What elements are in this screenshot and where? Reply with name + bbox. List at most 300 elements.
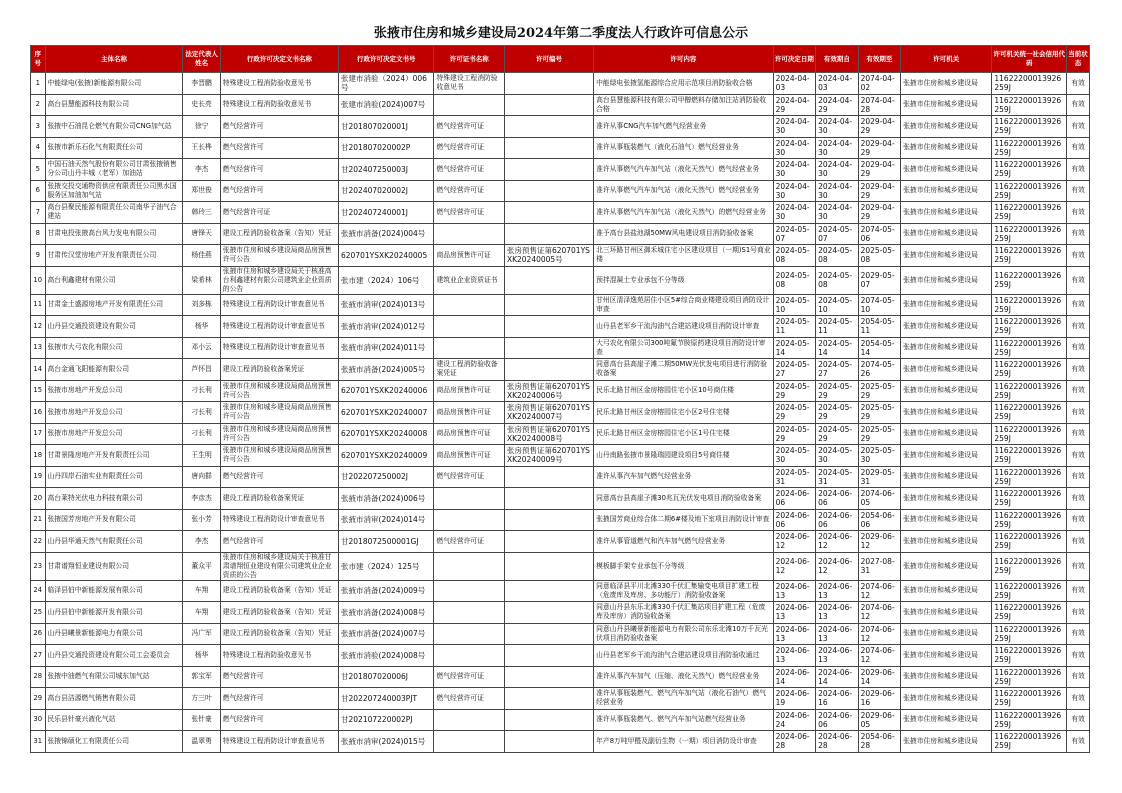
cell-doc-name: 建设工程消防验收备案（告知）凭证 <box>220 623 338 645</box>
cell-cert-name <box>434 552 505 580</box>
cell-status: 有效 <box>1067 402 1090 424</box>
cell-cert-name <box>434 94 505 116</box>
cell-index: 20 <box>31 488 46 510</box>
col-header-status: 当前状态 <box>1067 46 1090 73</box>
cell-entity: 高台利鑫建材有限公司 <box>45 266 183 294</box>
cell-valid-to: 2054-06-28 <box>858 731 901 753</box>
cell-index: 31 <box>31 731 46 753</box>
cell-content: 年产8万吨甲醛及副衍生物（一期）项目消防设计审查 <box>594 731 773 753</box>
cell-doc-name: 特殊建设工程消防设计审查意见书 <box>220 294 338 316</box>
cell-doc-name: 建设工程消防验收备案（告知）凭证 <box>220 602 338 624</box>
cell-valid-from: 2024-04-30 <box>816 137 859 159</box>
table-row <box>31 688 1090 710</box>
cell-doc-name: 张掖市住房和城乡建设局商品房预售许可公告 <box>220 423 338 445</box>
cell-doc-number: 甘201807020002P <box>339 137 434 159</box>
cell-valid-to: 2025-05-30 <box>858 445 901 467</box>
cell-index: 12 <box>31 316 46 338</box>
cell-cert-name: 特殊建设工程消防验收意见书 <box>434 73 505 95</box>
col-header-license-number: 许可编号 <box>504 46 593 73</box>
cell-valid-to: 2027-08-31 <box>858 552 901 580</box>
cell-cert-name <box>434 223 505 245</box>
cell-authority: 张掖市住房和城乡建设局 <box>901 731 992 753</box>
col-header-doc-number: 行政许可决定文书号 <box>339 46 434 73</box>
cell-license-number <box>504 359 593 381</box>
cell-license-number <box>504 509 593 531</box>
cell-valid-to: 2029-06-05 <box>858 709 901 731</box>
cell-credit-code: 11622200013926259J <box>992 202 1067 224</box>
cell-content: 民乐北路甘州区金房榕园住宅小区2号住宅楼 <box>594 402 773 424</box>
cell-entity: 山丹县交通投资建设有限公司 <box>45 316 183 338</box>
cell-authority: 张掖市住房和城乡建设局 <box>901 337 992 359</box>
cell-index: 26 <box>31 623 46 645</box>
cell-entity: 高台县聚民能源有限责任公司南华子油气合建站 <box>45 202 183 224</box>
table-row <box>31 116 1090 138</box>
cell-representative: 李彦杰 <box>183 488 220 510</box>
cell-decision-date: 2024-05-29 <box>773 380 816 402</box>
cell-credit-code: 11622200013926259J <box>992 623 1067 645</box>
cell-doc-number: 张掖市消备(2024)008号 <box>339 602 434 624</box>
cell-doc-number: 张市建（2024）106号 <box>339 266 434 294</box>
cell-authority: 张掖市住房和城乡建设局 <box>901 488 992 510</box>
cell-doc-name: 燃气经营许可 <box>220 137 338 159</box>
cell-decision-date: 2024-06-14 <box>773 666 816 688</box>
cell-decision-date: 2024-05-31 <box>773 466 816 488</box>
cell-authority: 张掖市住房和城乡建设局 <box>901 380 992 402</box>
cell-doc-number: 张掖市消备(2024)009号 <box>339 580 434 602</box>
col-header-authority: 许可机关 <box>901 46 992 73</box>
cell-credit-code: 11622200013926259J <box>992 666 1067 688</box>
cell-decision-date: 2024-06-24 <box>773 709 816 731</box>
cell-license-number <box>504 623 593 645</box>
cell-doc-name: 燃气经营许可 <box>220 159 338 181</box>
cell-status: 有效 <box>1067 709 1090 731</box>
cell-cert-name: 商品房预售许可证 <box>434 445 505 467</box>
cell-license-number <box>504 337 593 359</box>
cell-doc-number: 张掖市消备(2024)005号 <box>339 359 434 381</box>
table-header-row <box>31 46 1090 73</box>
cell-doc-number: 甘202207250002J <box>339 466 434 488</box>
cell-valid-from: 2024-04-30 <box>816 180 859 202</box>
cell-doc-number: 甘202407240001J <box>339 202 434 224</box>
cell-content: 高台县慧能源科技有限公司甲醇燃料存储加注站消防验收合格 <box>594 94 773 116</box>
cell-license-number <box>504 531 593 553</box>
cell-content: 准许从事燃气汽车加气站（液化天然气）燃气经营业务 <box>594 159 773 181</box>
cell-valid-from: 2024-05-14 <box>816 337 859 359</box>
cell-entity: 山丹县曦景新能源电力有限公司 <box>45 623 183 645</box>
cell-status: 有效 <box>1067 245 1090 267</box>
cell-decision-date: 2024-06-12 <box>773 552 816 580</box>
cell-decision-date: 2024-04-03 <box>773 73 816 95</box>
cell-credit-code: 11622200013926259J <box>992 731 1067 753</box>
cell-content: 张掖国芳商业综合体二期6#楼及地下室项目消防设计审查 <box>594 509 773 531</box>
cell-index: 5 <box>31 159 46 181</box>
cell-credit-code: 11622200013926259J <box>992 245 1067 267</box>
cell-valid-to: 2074-04-28 <box>858 94 901 116</box>
page-title: 张掖市住房和城乡建设局2024年第二季度法人行政许可信息公示 <box>373 26 749 41</box>
cell-index: 8 <box>31 223 46 245</box>
table-row <box>31 180 1090 202</box>
cell-representative: 杨华 <box>183 645 220 667</box>
cell-license-number <box>504 602 593 624</box>
cell-entity: 甘肃传汉堂房地产开发有限责任公司 <box>45 245 183 267</box>
col-header-valid-from: 有效期自 <box>816 46 859 73</box>
cell-credit-code: 11622200013926259J <box>992 645 1067 667</box>
cell-valid-from: 2024-04-30 <box>816 159 859 181</box>
cell-content: 准许从事瓶装燃气、燃气汽车加气站燃气经营业务 <box>594 709 773 731</box>
cell-representative: 方三叶 <box>183 688 220 710</box>
cell-status: 有效 <box>1067 137 1090 159</box>
cell-content: 中能绿电张掖氢能源综合应用示范项目消防验收合格 <box>594 73 773 95</box>
col-header-decision-date: 许可决定日期 <box>773 46 816 73</box>
cell-license-number <box>504 731 593 753</box>
cell-index: 22 <box>31 531 46 553</box>
cell-credit-code: 11622200013926259J <box>992 337 1067 359</box>
cell-entity: 高台县慧能源科技有限公司 <box>45 94 183 116</box>
table-row <box>31 159 1090 181</box>
cell-decision-date: 2024-04-30 <box>773 202 816 224</box>
cell-cert-name: 燃气经营许可证 <box>434 116 505 138</box>
cell-decision-date: 2024-06-06 <box>773 488 816 510</box>
cell-content: 预拌混凝土专业承包不分等级 <box>594 266 773 294</box>
table-row <box>31 580 1090 602</box>
cell-doc-name: 建设工程消防验收备案（告知）凭证 <box>220 580 338 602</box>
table-row <box>31 531 1090 553</box>
cell-doc-number: 张掖市消审(2024)015号 <box>339 731 434 753</box>
cell-credit-code: 11622200013926259J <box>992 531 1067 553</box>
cell-license-number <box>504 488 593 510</box>
cell-credit-code: 11622200013926259J <box>992 488 1067 510</box>
cell-status: 有效 <box>1067 466 1090 488</box>
cell-valid-from: 2024-06-06 <box>816 509 859 531</box>
cell-doc-name: 建设工程消防验收备案凭证 <box>220 488 338 510</box>
cell-doc-number: 620701YSXK20240006 <box>339 380 434 402</box>
cell-license-number <box>504 316 593 338</box>
cell-entity: 高台莱特光伏电力科技有限公司 <box>45 488 183 510</box>
cell-entity: 中能绿电(张掖)新能源有限公司 <box>45 73 183 95</box>
cell-valid-from: 2024-06-16 <box>816 688 859 710</box>
cell-doc-name: 张掖市住房和城乡建设局商品房预售许可公告 <box>220 402 338 424</box>
cell-cert-name <box>434 294 505 316</box>
cell-status: 有效 <box>1067 445 1090 467</box>
cell-authority: 张掖市住房和城乡建设局 <box>901 316 992 338</box>
col-header-valid-to: 有效期至 <box>858 46 901 73</box>
cell-status: 有效 <box>1067 223 1090 245</box>
cell-status: 有效 <box>1067 645 1090 667</box>
cell-entity: 山丹县交通投资建设有限公司工会委员会 <box>45 645 183 667</box>
cell-index: 24 <box>31 580 46 602</box>
cell-authority: 张掖市住房和城乡建设局 <box>901 531 992 553</box>
cell-content: 山丹南路张掖市景隆瑞园建设项目5号商住楼 <box>594 445 773 467</box>
cell-cert-name: 燃气经营许可证 <box>434 666 505 688</box>
cell-doc-name: 燃气经营许可 <box>220 666 338 688</box>
cell-doc-name: 燃气经营许可 <box>220 466 338 488</box>
table-row <box>31 623 1090 645</box>
cell-license-number <box>504 94 593 116</box>
cell-valid-from: 2024-06-06 <box>816 488 859 510</box>
table-row <box>31 202 1090 224</box>
cell-valid-from: 2024-05-27 <box>816 359 859 381</box>
cell-cert-name <box>434 509 505 531</box>
cell-decision-date: 2024-06-13 <box>773 580 816 602</box>
cell-content: 准许从事汽车加气燃气经营业务 <box>594 466 773 488</box>
cell-content: 准予高台县盐池湖50MW风电建设项目消防验收备案 <box>594 223 773 245</box>
cell-credit-code: 11622200013926259J <box>992 266 1067 294</box>
cell-credit-code: 11622200013926259J <box>992 73 1067 95</box>
cell-index: 3 <box>31 116 46 138</box>
cell-cert-name: 商品房预售许可证 <box>434 245 505 267</box>
cell-representative: 冯广军 <box>183 623 220 645</box>
cell-entity: 山丹县华通天然气有限责任公司 <box>45 531 183 553</box>
cell-status: 有效 <box>1067 94 1090 116</box>
cell-authority: 张掖市住房和城乡建设局 <box>901 202 992 224</box>
cell-license-number: 张房预售证第620701YSXK20240005号 <box>504 245 593 267</box>
cell-doc-number: 张市建（2024）125号 <box>339 552 434 580</box>
cell-status: 有效 <box>1067 488 1090 510</box>
cell-decision-date: 2024-04-30 <box>773 180 816 202</box>
table-row <box>31 316 1090 338</box>
cell-doc-number: 甘201807020006J <box>339 666 434 688</box>
cell-valid-to: 2074-06-12 <box>858 602 901 624</box>
cell-authority: 张掖市住房和城乡建设局 <box>901 602 992 624</box>
cell-authority: 张掖市住房和城乡建设局 <box>901 423 992 445</box>
cell-valid-to: 2074-05-06 <box>858 223 901 245</box>
cell-valid-from: 2024-05-10 <box>816 294 859 316</box>
cell-status: 有效 <box>1067 337 1090 359</box>
cell-cert-name <box>434 316 505 338</box>
cell-status: 有效 <box>1067 73 1090 95</box>
cell-status: 有效 <box>1067 316 1090 338</box>
cell-content: 准许从事汽车加气（压缩、液化天然气）燃气经营业务 <box>594 666 773 688</box>
cell-valid-to: 2074-06-12 <box>858 645 901 667</box>
cell-cert-name <box>434 709 505 731</box>
cell-valid-from: 2024-05-31 <box>816 466 859 488</box>
cell-index: 11 <box>31 294 46 316</box>
table-row <box>31 245 1090 267</box>
cell-license-number <box>504 688 593 710</box>
cell-valid-to: 2025-05-29 <box>858 380 901 402</box>
cell-status: 有效 <box>1067 552 1090 580</box>
cell-credit-code: 11622200013926259J <box>992 445 1067 467</box>
cell-representative: 杨华 <box>183 316 220 338</box>
cell-credit-code: 11622200013926259J <box>992 94 1067 116</box>
cell-representative: 唐向群 <box>183 466 220 488</box>
table-row <box>31 294 1090 316</box>
cell-index: 23 <box>31 552 46 580</box>
table-row <box>31 552 1090 580</box>
cell-cert-name: 燃气经营许可证 <box>434 531 505 553</box>
cell-doc-number: 张掖市消审(2024)014号 <box>339 509 434 531</box>
cell-index: 30 <box>31 709 46 731</box>
cell-authority: 张掖市住房和城乡建设局 <box>901 552 992 580</box>
cell-valid-from: 2024-05-08 <box>816 266 859 294</box>
cell-credit-code: 11622200013926259J <box>992 380 1067 402</box>
cell-valid-from: 2024-06-14 <box>816 666 859 688</box>
cell-license-number <box>504 709 593 731</box>
cell-credit-code: 11622200013926259J <box>992 294 1067 316</box>
cell-decision-date: 2024-05-29 <box>773 423 816 445</box>
cell-entity: 民乐县针豪兴液化气站 <box>45 709 183 731</box>
cell-decision-date: 2024-04-30 <box>773 137 816 159</box>
cell-representative: 芦怀昌 <box>183 359 220 381</box>
cell-entity: 张掖市新乐石化气有限责任公司 <box>45 137 183 159</box>
cell-authority: 张掖市住房和城乡建设局 <box>901 466 992 488</box>
cell-doc-number: 张掖市消备(2024)006号 <box>339 488 434 510</box>
cell-cert-name <box>434 337 505 359</box>
cell-valid-to: 2074-05-26 <box>858 359 901 381</box>
cell-entity: 山丹四岸石油实业有限责任公司 <box>45 466 183 488</box>
cell-status: 有效 <box>1067 202 1090 224</box>
cell-credit-code: 11622200013926259J <box>992 116 1067 138</box>
cell-license-number <box>504 73 593 95</box>
cell-authority: 张掖市住房和城乡建设局 <box>901 580 992 602</box>
cell-content: 同意高台县高崖子滩30兆瓦光伏发电项目消防验收备案 <box>594 488 773 510</box>
table-row <box>31 94 1090 116</box>
cell-decision-date: 2024-05-11 <box>773 316 816 338</box>
cell-doc-number: 张建市消验（2024）006号 <box>339 73 434 95</box>
cell-content: 准许从事CNG汽车加气燃气经营业务 <box>594 116 773 138</box>
cell-content: 北三环路甘州区御禾城住宅小区建设项目（一期)S1号商业楼 <box>594 245 773 267</box>
cell-content: 准许从事燃气汽车加气站（液化天然气）燃气经营业务 <box>594 180 773 202</box>
table-row <box>31 266 1090 294</box>
cell-doc-name: 特殊建设工程消防验收意见书 <box>220 645 338 667</box>
cell-valid-to: 2025-05-08 <box>858 245 901 267</box>
cell-valid-from: 2024-06-13 <box>816 623 859 645</box>
cell-valid-to: 2029-04-29 <box>858 137 901 159</box>
table-row <box>31 223 1090 245</box>
cell-authority: 张掖市住房和城乡建设局 <box>901 223 992 245</box>
cell-decision-date: 2024-05-29 <box>773 402 816 424</box>
cell-credit-code: 11622200013926259J <box>992 159 1067 181</box>
cell-content: 同意山丹县东乐北滩330千伏汇集站项目扩建工程（危废库及库房）消防验收备案 <box>594 602 773 624</box>
cell-authority: 张掖市住房和城乡建设局 <box>901 73 992 95</box>
cell-decision-date: 2024-04-30 <box>773 116 816 138</box>
cell-representative: 董众平 <box>183 552 220 580</box>
cell-index: 17 <box>31 423 46 445</box>
cell-doc-name: 特殊建设工程消防设计审查意见书 <box>220 509 338 531</box>
cell-decision-date: 2024-05-30 <box>773 445 816 467</box>
cell-representative: 王生明 <box>183 445 220 467</box>
cell-status: 有效 <box>1067 731 1090 753</box>
cell-credit-code: 11622200013926259J <box>992 359 1067 381</box>
cell-valid-to: 2029-04-29 <box>858 159 901 181</box>
cell-content: 甘州区清泽逸苑居住小区5#综合商业楼建设项目消防设计审查 <box>594 294 773 316</box>
cell-credit-code: 11622200013926259J <box>992 466 1067 488</box>
cell-doc-number: 甘202407250003J <box>339 159 434 181</box>
cell-representative: 车翔 <box>183 602 220 624</box>
cell-credit-code: 11622200013926259J <box>992 602 1067 624</box>
cell-doc-name: 特殊建设工程消防设计审查意见书 <box>220 731 338 753</box>
cell-doc-name: 燃气经营许可 <box>220 709 338 731</box>
cell-valid-to: 2054-05-11 <box>858 316 901 338</box>
cell-cert-name <box>434 488 505 510</box>
cell-valid-to: 2074-06-12 <box>858 623 901 645</box>
cell-cert-name: 商品房预售许可证 <box>434 380 505 402</box>
cell-doc-number: 张掖市消审(2024)012号 <box>339 316 434 338</box>
cell-doc-name: 特殊建设工程消防验收意见书 <box>220 73 338 95</box>
cell-content: 民乐北路甘州区金房榕园住宅小区1号住宅楼 <box>594 423 773 445</box>
cell-valid-from: 2024-05-29 <box>816 402 859 424</box>
cell-cert-name: 燃气经营许可证 <box>434 202 505 224</box>
cell-decision-date: 2024-06-28 <box>773 731 816 753</box>
cell-valid-from: 2024-06-13 <box>816 645 859 667</box>
cell-doc-number: 620701YSXK20240007 <box>339 402 434 424</box>
cell-license-number: 张房预售证第620701YSXK20240007号 <box>504 402 593 424</box>
cell-entity: 临泽县伯中新能源发展有限公司 <box>45 580 183 602</box>
cell-decision-date: 2024-06-06 <box>773 509 816 531</box>
cell-valid-from: 2024-04-29 <box>816 94 859 116</box>
cell-doc-number: 张建市消验(2024)007号 <box>339 94 434 116</box>
cell-cert-name: 燃气经营许可证 <box>434 159 505 181</box>
cell-status: 有效 <box>1067 602 1090 624</box>
table-row <box>31 445 1090 467</box>
cell-entity: 中国石油天然气股份有限公司甘肃张掖销售分公司山丹丰城（老军）加油站 <box>45 159 183 181</box>
cell-status: 有效 <box>1067 159 1090 181</box>
license-table <box>30 45 1090 753</box>
cell-authority: 张掖市住房和城乡建设局 <box>901 445 992 467</box>
cell-authority: 张掖市住房和城乡建设局 <box>901 645 992 667</box>
cell-doc-number: 620701YSXK20240005 <box>339 245 434 267</box>
cell-license-number <box>504 552 593 580</box>
cell-representative: 张针豪 <box>183 709 220 731</box>
cell-doc-name: 特殊建设工程消防验收意见书 <box>220 94 338 116</box>
cell-representative: 杨佳燕 <box>183 245 220 267</box>
cell-valid-from: 2024-06-06 <box>816 709 859 731</box>
cell-license-number <box>504 666 593 688</box>
cell-authority: 张掖市住房和城乡建设局 <box>901 180 992 202</box>
cell-cert-name: 商品房预售许可证 <box>434 402 505 424</box>
cell-cert-name: 建筑业企业资质证书 <box>434 266 505 294</box>
cell-cert-name: 建设工程消防验收备案凭证 <box>434 359 505 381</box>
cell-index: 19 <box>31 466 46 488</box>
cell-license-number <box>504 116 593 138</box>
cell-entity: 甘肃景隆房地产开发有限责任公司 <box>45 445 183 467</box>
cell-credit-code: 11622200013926259J <box>992 180 1067 202</box>
cell-valid-to: 2029-06-16 <box>858 688 901 710</box>
cell-authority: 张掖市住房和城乡建设局 <box>901 509 992 531</box>
cell-doc-name: 燃气经营许可 <box>220 688 338 710</box>
cell-authority: 张掖市住房和城乡建设局 <box>901 359 992 381</box>
cell-cert-name <box>434 602 505 624</box>
cell-index: 9 <box>31 245 46 267</box>
cell-status: 有效 <box>1067 423 1090 445</box>
col-header-representative: 法定代表人姓名 <box>183 46 220 73</box>
cell-doc-name: 燃气经营许可 <box>220 531 338 553</box>
cell-representative: 刘多栋 <box>183 294 220 316</box>
cell-credit-code: 11622200013926259J <box>992 223 1067 245</box>
cell-valid-from: 2024-05-29 <box>816 423 859 445</box>
cell-content: 准许从事瓶装燃气、燃气汽车加气站（液化石油气）燃气经营业务 <box>594 688 773 710</box>
table-row <box>31 466 1090 488</box>
cell-valid-from: 2024-06-28 <box>816 731 859 753</box>
cell-index: 25 <box>31 602 46 624</box>
cell-doc-name: 特殊建设工程消防设计审查意见书 <box>220 337 338 359</box>
cell-entity: 甘肃电投张掖高台风力发电有限公司 <box>45 223 183 245</box>
cell-representative: 梁希林 <box>183 266 220 294</box>
cell-credit-code: 11622200013926259J <box>992 709 1067 731</box>
cell-decision-date: 2024-04-30 <box>773 159 816 181</box>
cell-status: 有效 <box>1067 623 1090 645</box>
cell-representative: 徐宁 <box>183 116 220 138</box>
cell-entity: 张掖市大弓农化有限公司 <box>45 337 183 359</box>
table-row <box>31 509 1090 531</box>
cell-content: 大弓农化有限公司300吨氟节胺原药建设项目消防设计审查 <box>594 337 773 359</box>
cell-representative: 刁长利 <box>183 380 220 402</box>
cell-credit-code: 11622200013926259J <box>992 316 1067 338</box>
cell-decision-date: 2024-05-27 <box>773 359 816 381</box>
cell-valid-from: 2024-05-08 <box>816 245 859 267</box>
cell-status: 有效 <box>1067 580 1090 602</box>
cell-authority: 张掖市住房和城乡建设局 <box>901 159 992 181</box>
